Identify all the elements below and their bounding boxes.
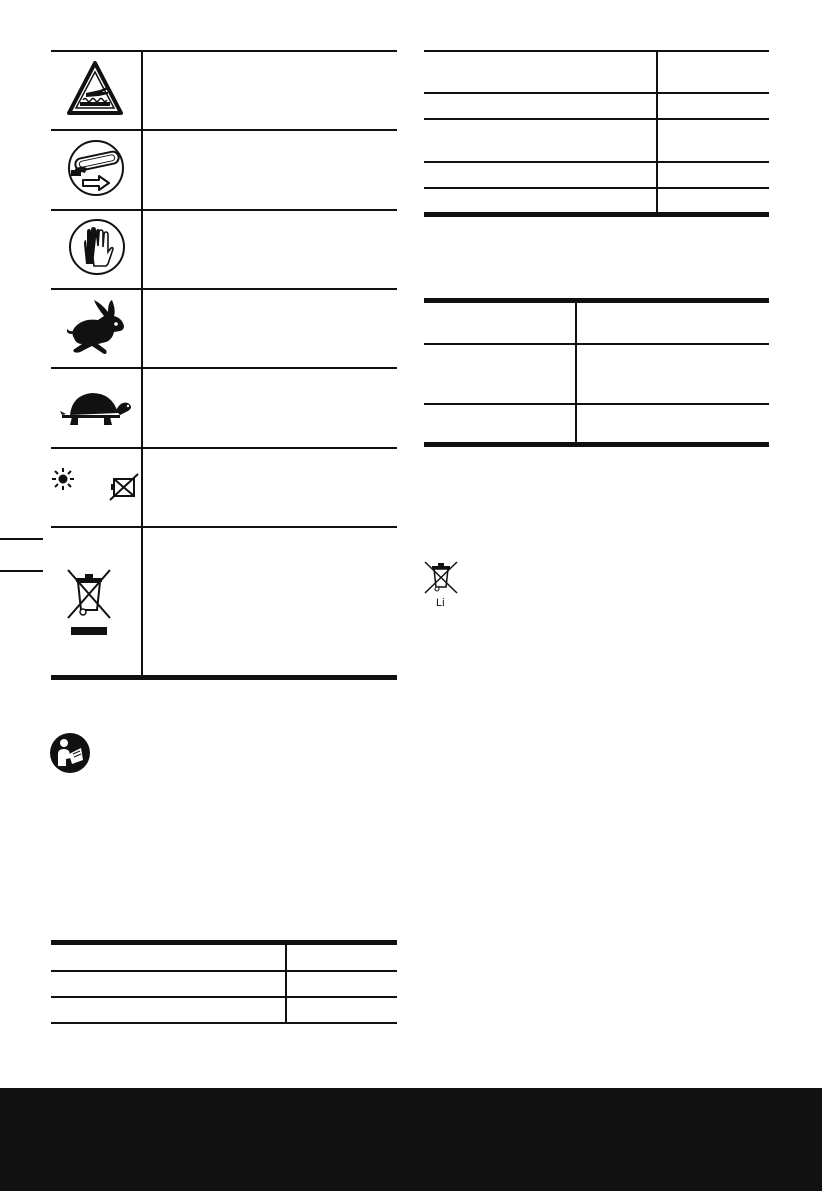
chain-direction-icon: [67, 139, 125, 197]
table-rule: [51, 209, 397, 211]
battery-crossed-icon: [109, 472, 139, 502]
rabbit-fast-icon: [64, 298, 130, 358]
table-rule: [424, 92, 769, 94]
table-bottom-rule: [51, 675, 397, 680]
battery-chemistry-label: Li: [436, 597, 445, 609]
read-manual-icon: [49, 732, 91, 774]
weee-bin-icon: [66, 566, 112, 636]
sun-icon: [52, 468, 74, 490]
table-rule: [51, 50, 397, 52]
margin-marker: [0, 570, 43, 572]
hot-surface-warning-icon: [66, 60, 124, 118]
table-column-rule: [285, 944, 287, 1024]
table-rule: [51, 367, 397, 369]
footer-bar: [0, 1088, 822, 1191]
table-top-rule: [424, 298, 769, 303]
table-rule: [51, 129, 397, 131]
table-rule: [51, 970, 397, 972]
table-rule: [51, 288, 397, 290]
table-rule: [51, 996, 397, 998]
table-bottom-rule: [424, 442, 769, 447]
table-rule: [424, 403, 769, 405]
table-column-rule: [575, 302, 577, 444]
table-rule: [424, 343, 769, 345]
table-rule: [424, 161, 769, 163]
turtle-slow-icon: [58, 387, 134, 427]
table-column-rule: [141, 50, 143, 677]
table-top-rule: [51, 940, 397, 945]
table-column-rule: [656, 50, 658, 214]
battery-bin-icon: [423, 561, 459, 599]
table-rule: [51, 1022, 397, 1024]
table-rule: [424, 50, 769, 52]
table-rule: [51, 526, 397, 528]
margin-marker: [0, 538, 43, 540]
table-rule: [424, 187, 769, 189]
table-rule: [51, 447, 397, 449]
table-rule: [424, 118, 769, 120]
gloves-icon: [68, 218, 126, 276]
table-bottom-rule: [424, 212, 769, 217]
